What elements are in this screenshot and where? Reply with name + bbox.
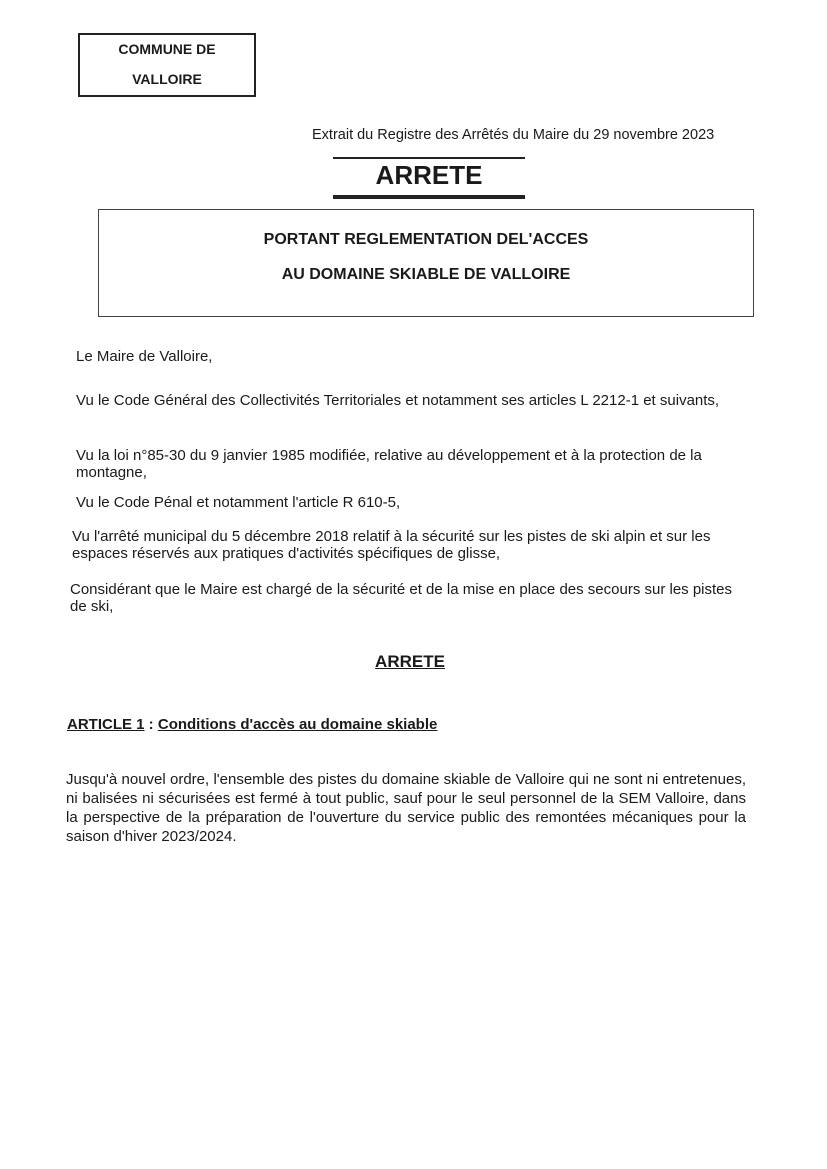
title-rule-bottom bbox=[333, 195, 525, 199]
article-1-title: Conditions d'accès au domaine skiable bbox=[157, 716, 438, 733]
article-1-heading bbox=[67, 716, 437, 733]
preamble-considerant: Considérant que le Maire est chargé de la sécurité et de la mise en place des secours sur les pistes de ski, bbox=[70, 581, 733, 615]
preamble-cgct: Vu le Code Général des Collectivités Territoriales et notamment ses articles L 2212-1 et suivants, bbox=[76, 392, 720, 409]
subject-line-2: AU DOMAINE SKIABLE DE VALLOIRE bbox=[281, 266, 571, 283]
subject-line-1: PORTANT REGLEMENTATION DEL'ACCES bbox=[263, 231, 589, 248]
preamble-loi-montagne: Vu la loi n°85-30 du 9 janvier 1985 modifiée, relative au développement et à la protection de la montagne, bbox=[76, 447, 702, 481]
article-1-label: ARTICLE 1 bbox=[67, 716, 145, 733]
commune-header-box bbox=[78, 33, 256, 97]
commune-line-2: VALLOIRE bbox=[132, 71, 202, 87]
subject-box bbox=[98, 209, 754, 317]
article-1-body: Jusqu'à nouvel ordre, l'ensemble des pistes du domaine skiable de Valloire qui ne sont ni entretenues, ni balisées ni sécurisées est fermé à tout public, sauf pour le seul personnel de la SEM Valloire, dans la perspective de la préparation de l'ouverture du service public des remontées mécaniques pour la saison d'hiver 2023/2024. bbox=[66, 771, 746, 845]
document-title: ARRETE bbox=[375, 160, 483, 190]
title-rule-top bbox=[333, 157, 525, 159]
registry-extract-line: Extrait du Registre des Arrêtés du Maire du 29 novembre 2023 bbox=[312, 127, 715, 143]
article-1-separator: : bbox=[144, 716, 158, 733]
commune-line-1: COMMUNE DE bbox=[118, 41, 216, 57]
decision-heading: ARRETE bbox=[375, 652, 445, 671]
preamble-maire: Le Maire de Valloire, bbox=[76, 348, 213, 365]
preamble-code-penal: Vu le Code Pénal et notamment l'article R 610-5, bbox=[76, 494, 401, 511]
preamble-arrete-2018: Vu l'arrêté municipal du 5 décembre 2018 relatif à la sécurité sur les pistes de ski alpin et sur les espaces réservés aux pratiques d'activités spécifiques de glisse, bbox=[72, 528, 711, 562]
